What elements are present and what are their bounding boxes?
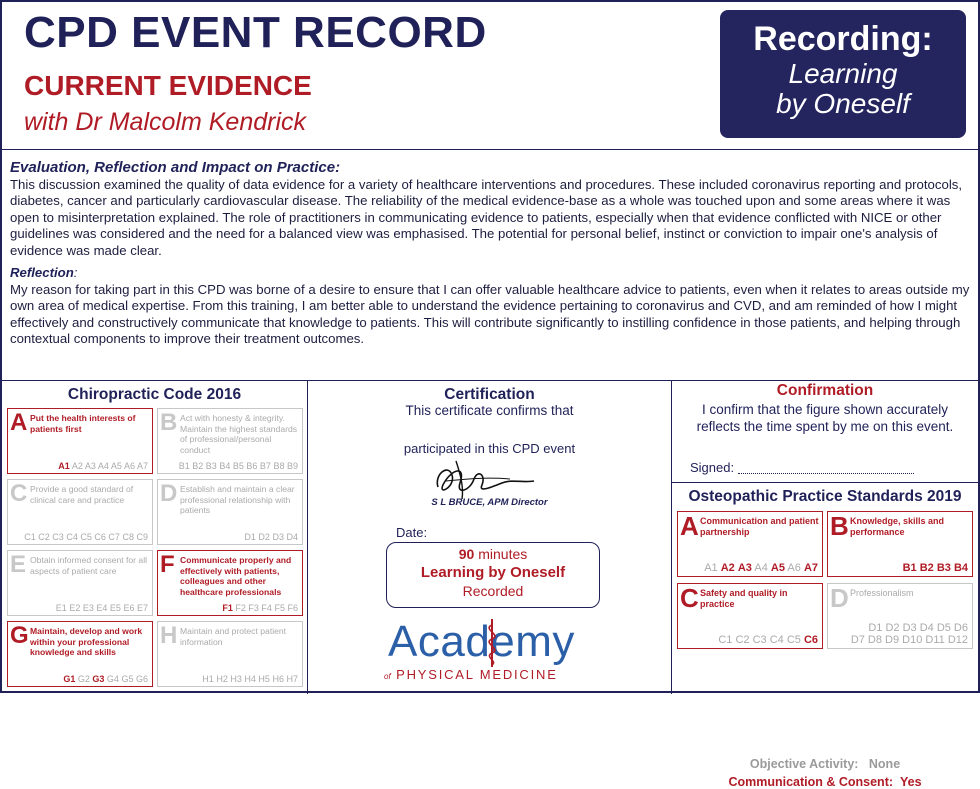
chiro-code: B9 <box>286 461 298 471</box>
signed-label: Signed: <box>690 460 735 475</box>
chiro-code: B4 <box>219 461 231 471</box>
chiro-code: B5 <box>232 461 244 471</box>
chiro-code: H7 <box>286 674 298 684</box>
chiro-box-codes <box>222 603 298 613</box>
ops-code: C3 <box>752 634 767 646</box>
presenter-line: with Dr Malcolm Kendrick <box>24 108 307 136</box>
certification-text: This certificate confirms that <box>405 403 574 418</box>
chiro-box-description: Provide a good standard of clinical care and practice <box>30 484 134 505</box>
chiro-box-g <box>7 621 153 687</box>
page-title: CPD EVENT RECORD <box>24 8 487 57</box>
ops-title: Osteopathic Practice Standards 2019 <box>688 488 962 505</box>
ops-code: A5 <box>770 562 785 574</box>
chiro-code: F6 <box>287 603 298 613</box>
ops-code: B1 <box>902 562 917 574</box>
event-subtitle: CURRENT EVIDENCE <box>24 70 312 101</box>
logo-wordmark: Academy <box>388 617 575 666</box>
minutes-line <box>387 546 599 562</box>
chiro-code: F5 <box>274 603 285 613</box>
ops-box-description: Knowledge, skills and performance <box>850 516 945 537</box>
badge-title: Recording: <box>753 20 933 58</box>
ops-box-codes <box>903 562 968 574</box>
ops-box-description: Communication and patient partnership <box>700 516 819 537</box>
chiro-box-description: Maintain and protect patient information <box>180 626 287 647</box>
chiro-code: C9 <box>136 532 148 542</box>
chiro-code: D2 <box>258 532 270 542</box>
signer-name: S L BRUCE, APM Director <box>431 497 548 508</box>
chiro-box-description: Establish and maintain a clear professional relationship with patients <box>180 484 295 515</box>
chiro-code: B3 <box>205 461 217 471</box>
ops-code: A3 <box>737 562 752 574</box>
chiro-code: A4 <box>97 461 109 471</box>
ops-box-codes <box>704 562 818 574</box>
logo-sub-text: PHYSICAL MEDICINE <box>396 667 558 682</box>
chiro-code: A1 <box>58 461 70 471</box>
chiro-code: F2 <box>235 603 246 613</box>
chiro-box-letter: F <box>160 551 175 578</box>
objective-activity <box>672 757 978 771</box>
caduceus-icon <box>480 617 504 669</box>
signature-image <box>426 457 556 501</box>
chiro-code: H1 <box>202 674 214 684</box>
chiro-code: E5 <box>109 603 121 613</box>
chiro-code: G6 <box>135 674 148 684</box>
logo-of: of <box>384 672 391 681</box>
chiro-code: G4 <box>106 674 119 684</box>
recorded-status: Recorded <box>462 583 524 599</box>
ops-code: A2 <box>720 562 735 574</box>
chiro-box-letter: B <box>160 409 178 436</box>
header <box>2 2 978 150</box>
chiro-box-description: Obtain informed consent for all aspects of patient care <box>30 555 148 576</box>
chiro-code: C6 <box>94 532 106 542</box>
communication-consent <box>672 775 978 789</box>
chiro-code: E6 <box>123 603 135 613</box>
chiro-code: B7 <box>259 461 271 471</box>
ops-box-description: Professionalism <box>850 588 914 598</box>
chiro-box-codes <box>202 674 298 684</box>
minutes-unit: minutes <box>478 546 528 562</box>
date-label: Date: <box>396 525 428 540</box>
signature-line[interactable] <box>738 473 914 474</box>
reflection-heading <box>10 265 970 282</box>
chiro-code: C1 <box>24 532 36 542</box>
consent-value: Yes <box>899 775 922 789</box>
chiro-code: C4 <box>66 532 78 542</box>
chiro-code: A2 <box>71 461 83 471</box>
ops-box-letter: A <box>680 511 699 541</box>
chiro-box-b <box>157 408 303 474</box>
time-recorded-box <box>386 542 600 608</box>
chiro-box-codes <box>63 674 148 684</box>
chiro-code: B2 <box>192 461 204 471</box>
chiro-code: A5 <box>110 461 122 471</box>
chiro-box-codes <box>56 603 148 613</box>
chiro-code: C3 <box>52 532 64 542</box>
chiro-code: C2 <box>38 532 50 542</box>
consent-label: Communication & Consent: <box>728 775 894 789</box>
chiro-box-letter: H <box>160 622 178 649</box>
chiro-code: H3 <box>230 674 242 684</box>
ops-box-c <box>677 583 823 649</box>
participated-text: participated in this CPD event <box>403 441 576 456</box>
chiro-code: D3 <box>272 532 284 542</box>
chiro-code: A3 <box>84 461 96 471</box>
chiro-code: H6 <box>272 674 284 684</box>
chiro-code: B6 <box>246 461 258 471</box>
chiropractic-code-panel <box>2 381 308 694</box>
ops-code: A7 <box>803 562 818 574</box>
ops-box-b <box>827 511 973 577</box>
chiro-box-description: Put the health interests of patients first <box>30 413 136 434</box>
chiro-code: E2 <box>69 603 81 613</box>
chiro-code: B1 <box>178 461 190 471</box>
chiro-box-description: Communicate properly and effectively with patients, colleagues and other healthcare professionals <box>180 555 292 597</box>
ops-code-line: D1 D2 D3 D4 D5 D6 <box>868 622 968 634</box>
objective-value: None <box>868 757 901 771</box>
recording-badge <box>720 10 966 138</box>
chiro-code: G1 <box>63 674 76 684</box>
ops-code: A1 <box>704 562 718 574</box>
ops-code: C6 <box>803 634 818 646</box>
evaluation-section <box>10 160 970 348</box>
ops-code: C4 <box>769 634 784 646</box>
ops-box-d <box>827 583 973 649</box>
evaluation-text: This discussion examined the quality of data evidence for a variety of healthcare interventions and procedures. These included coronavirus reporting and protocols, diabetes, cancer and particularly cardiovascular disease. The reliability of the medical evidence-base as a whole was touched upon and some areas where it was open to misinterpretation explained. The role of practitioners in communicating evidence to patients, especially when that evidence conflicted with NICE or other guidelines was considered and the need for a balanced view was emphasised. The potential for personal belief, instinct or conviction to impair one's analysis of evidence was made clear. <box>10 176 963 258</box>
reflection-colon: : <box>73 265 78 280</box>
chiro-code: E7 <box>136 603 148 613</box>
confirmation-text: I confirm that the figure shown accurately reflects the time spent by me on this event. <box>696 402 954 434</box>
reflection-text: My reason for taking part in this CPD was borne of a desire to ensure that I can offer valuable healthcare advice to patients, even when it relates to areas outside my own area of medical expertise. From this training, I am better able to understand the evidence pertaining to coronavirus and CVD, and am reminded of how I might effectively and constructively communicate that knowledge to patients. This will contribute significantly to instilling confidence in those patients, and helping through contextual components to improve their treatment outcomes. <box>10 281 970 346</box>
chiro-code: D4 <box>286 532 298 542</box>
ops-code-line: D7 D8 D9 D10 D11 D12 <box>850 634 968 646</box>
ops-code: B3 <box>936 562 951 574</box>
chiro-box-letter: G <box>10 622 29 649</box>
chiro-box-h <box>157 621 303 687</box>
chiro-code: F4 <box>261 603 272 613</box>
academy-logo <box>384 617 604 687</box>
chiro-code: C8 <box>122 532 134 542</box>
chiro-code: D1 <box>244 532 256 542</box>
chiro-box-codes <box>179 461 298 471</box>
ops-code: C2 <box>735 634 750 646</box>
standards-section <box>2 380 978 789</box>
ops-box-codes <box>718 634 818 646</box>
confirmation-panel <box>672 381 978 789</box>
badge-line-2: by Oneself <box>776 88 910 119</box>
badge-line-1: Learning <box>788 58 898 89</box>
confirmation-title: Confirmation <box>776 382 874 399</box>
chiro-title: Chiropractic Code 2016 <box>67 386 242 403</box>
chiro-box-e <box>7 550 153 616</box>
minutes-value: 90 <box>458 546 475 562</box>
chiro-code: G3 <box>92 674 105 684</box>
chiro-code: E3 <box>82 603 94 613</box>
chiro-box-f <box>157 550 303 616</box>
objective-label: Objective Activity: <box>749 757 859 771</box>
reflection-heading-text: Reflection <box>10 265 74 280</box>
chiro-code: G5 <box>121 674 134 684</box>
chiro-box-description: Maintain, develop and work within your professional knowledge and skills <box>30 626 143 657</box>
chiro-box-description: Act with honesty & integrity. Maintain the highest standards of professional/personal conduct <box>180 413 298 455</box>
chiro-code: A7 <box>136 461 148 471</box>
ops-code: C5 <box>786 634 801 646</box>
ops-box-a <box>677 511 823 577</box>
chiro-code: F1 <box>222 603 233 613</box>
chiro-code: E4 <box>96 603 108 613</box>
chiro-code: C7 <box>108 532 120 542</box>
ops-box-letter: D <box>830 583 849 613</box>
chiro-box-codes <box>244 532 298 542</box>
chiro-box-letter: D <box>160 480 178 507</box>
ops-code: A6 <box>787 562 801 574</box>
ops-code: B2 <box>919 562 934 574</box>
chiro-code: A6 <box>123 461 135 471</box>
chiro-code: H5 <box>258 674 270 684</box>
chiro-box-codes <box>58 461 148 471</box>
chiro-code: B8 <box>273 461 285 471</box>
chiro-box-a <box>7 408 153 474</box>
chiro-box-letter: A <box>10 409 28 436</box>
ops-code: C1 <box>718 634 733 646</box>
chiro-box-letter: C <box>10 480 28 507</box>
logo-subtitle <box>384 667 558 682</box>
osteopathic-standards-panel <box>672 482 978 789</box>
chiro-code: E1 <box>55 603 67 613</box>
ops-box-letter: B <box>830 511 849 541</box>
certification-panel <box>308 381 672 694</box>
chiro-box-d <box>157 479 303 545</box>
chiro-box-c <box>7 479 153 545</box>
ops-box-codes <box>851 622 968 646</box>
chiro-box-codes <box>24 532 148 542</box>
ops-code: B4 <box>953 562 968 574</box>
chiro-code: H4 <box>244 674 256 684</box>
chiro-code: F3 <box>248 603 259 613</box>
certification-title: Certification <box>444 386 535 403</box>
ops-code: A4 <box>754 562 768 574</box>
chiro-code: H2 <box>216 674 228 684</box>
chiro-box-letter: E <box>10 551 27 578</box>
ops-box-description: Safety and quality in practice <box>700 588 788 609</box>
chiro-code: C5 <box>80 532 92 542</box>
learning-mode: Learning by Oneself <box>420 564 566 581</box>
ops-box-letter: C <box>680 583 699 613</box>
chiro-code: G2 <box>77 674 90 684</box>
evaluation-heading: Evaluation, Reflection and Impact on Practice: <box>10 159 341 176</box>
